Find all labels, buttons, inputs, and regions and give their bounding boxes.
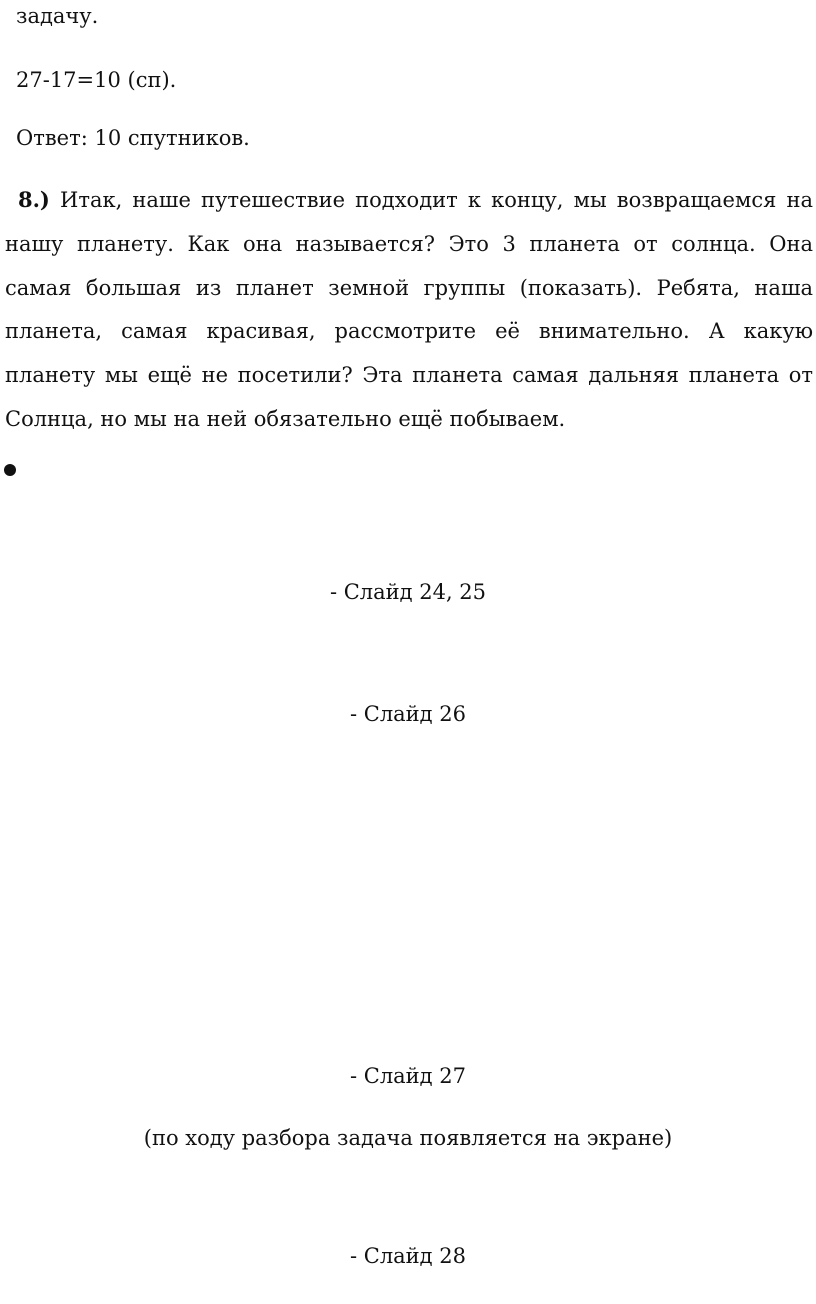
slide-28-label: - Слайд 28 — [349, 1244, 467, 1268]
slide-27-note: (по ходу разбора задача появляется на экране) — [143, 1126, 673, 1150]
calculation-line: 27-17=10 (сп). — [16, 68, 177, 92]
slide-26-label: - Слайд 26 — [349, 702, 467, 726]
bullet-icon — [4, 464, 16, 476]
answer-line: Ответ: 10 спутников. — [16, 126, 250, 150]
slide-24-25-label: - Слайд 24, 25 — [329, 580, 487, 604]
paragraph-8 — [5, 178, 813, 442]
paragraph-number: 8.) — [18, 187, 50, 212]
text-line-task-end: задачу. — [16, 4, 99, 28]
slide-27-label: - Слайд 27 — [349, 1064, 467, 1088]
paragraph-text: Итак, наше путешествие подходит к концу, мы возвращаемся на нашу планету. Как она называется? Это 3 планета от солнца. Она самая большая из планет земной группы (показать). Ребята, наша планета, самая красивая, рассмотрите её внимательно. А какую планету мы ещё не посетили? Эта планета самая дальняя планета от Солнца, но мы на ней обязательно ещё побываем. — [5, 188, 813, 431]
